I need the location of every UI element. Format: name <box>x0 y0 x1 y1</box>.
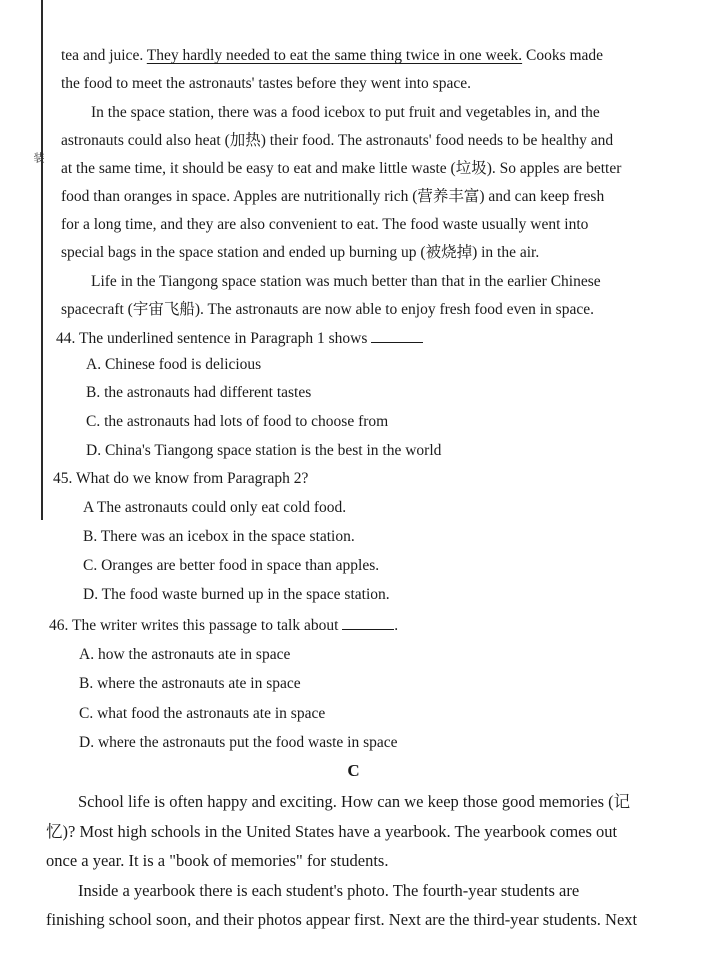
question-45-option-b: B. There was an icebox in the space station. <box>83 528 355 545</box>
passage-b-line: at the same time, it should be easy to eat and make little waste (垃圾). So apples are better <box>61 160 622 177</box>
answer-blank <box>371 328 423 343</box>
section-label: C <box>347 761 360 780</box>
answer-blank <box>342 615 394 630</box>
question-45-option-d: D. The food waste burned up in the space station. <box>83 586 390 603</box>
binding-margin-mark: 装 <box>32 152 45 163</box>
question-46-option-c: C. what food the astronauts ate in space <box>79 705 326 722</box>
passage-b-line: In the space station, there was a food icebox to put fruit and vegetables in, and the <box>91 104 600 121</box>
passage-c-line: Inside a yearbook there is each student's photo. The fourth-year students are <box>78 881 580 900</box>
question-46-option-d: D. where the astronauts put the food waste in space <box>79 734 398 751</box>
question-46-option-a: A. how the astronauts ate in space <box>79 646 291 663</box>
passage-b-line: the food to meet the astronauts' tastes before they went into space. <box>61 75 471 92</box>
passage-b-line: special bags in the space station and ended up burning up (被烧掉) in the air. <box>61 244 540 261</box>
question-45-option-a: A The astronauts could only eat cold food. <box>83 499 347 516</box>
passage-b-line: astronauts could also heat (加热) their food. The astronauts' food needs to be healthy and <box>61 132 614 149</box>
passage-b-line: spacecraft (宇宙飞船). The astronauts are now able to enjoy fresh food even in space. <box>61 301 594 318</box>
question-46-stem: 46. The writer writes this passage to talk about . <box>49 617 399 634</box>
passage-b-line: tea and juice. They hardly needed to eat the same thing twice in one week. Cooks made <box>61 47 604 64</box>
passage-c-line: once a year. It is a "book of memories" for students. <box>46 851 389 870</box>
question-44-option-b: B. the astronauts had different tastes <box>86 384 312 401</box>
question-44-stem: 44. The underlined sentence in Paragraph 1 shows <box>56 328 423 349</box>
binding-margin-line <box>41 0 43 520</box>
passage-b-line: for a long time, and they are also convenient to eat. The food waste usually went into <box>61 216 589 233</box>
question-45-option-c: C. Oranges are better food in space than apples. <box>83 557 380 574</box>
underlined-sentence: They hardly needed to eat the same thing twice in one week. <box>146 47 523 64</box>
question-44-option-a: A. Chinese food is delicious <box>86 356 262 373</box>
passage-c-line: 忆)? Most high schools in the United States have a yearbook. The yearbook comes out <box>46 822 618 841</box>
passage-c-line: finishing school soon, and their photos appear first. Next are the third-year students. Next <box>46 910 638 929</box>
question-46-option-b: B. where the astronauts ate in space <box>79 675 301 692</box>
question-44-option-d: D. China's Tiangong space station is the best in the world <box>86 442 442 459</box>
passage-b-line: food than oranges in space. Apples are nutritionally rich (营养丰富) and can keep fresh <box>61 188 605 205</box>
passage-c-line: School life is often happy and exciting. How can we keep those good memories (记 <box>78 792 631 811</box>
question-44-option-c: C. the astronauts had lots of food to choose from <box>86 413 389 430</box>
passage-b-line: Life in the Tiangong space station was much better than that in the earlier Chinese <box>91 273 601 290</box>
question-45-stem: 45. What do we know from Paragraph 2? <box>53 470 309 487</box>
